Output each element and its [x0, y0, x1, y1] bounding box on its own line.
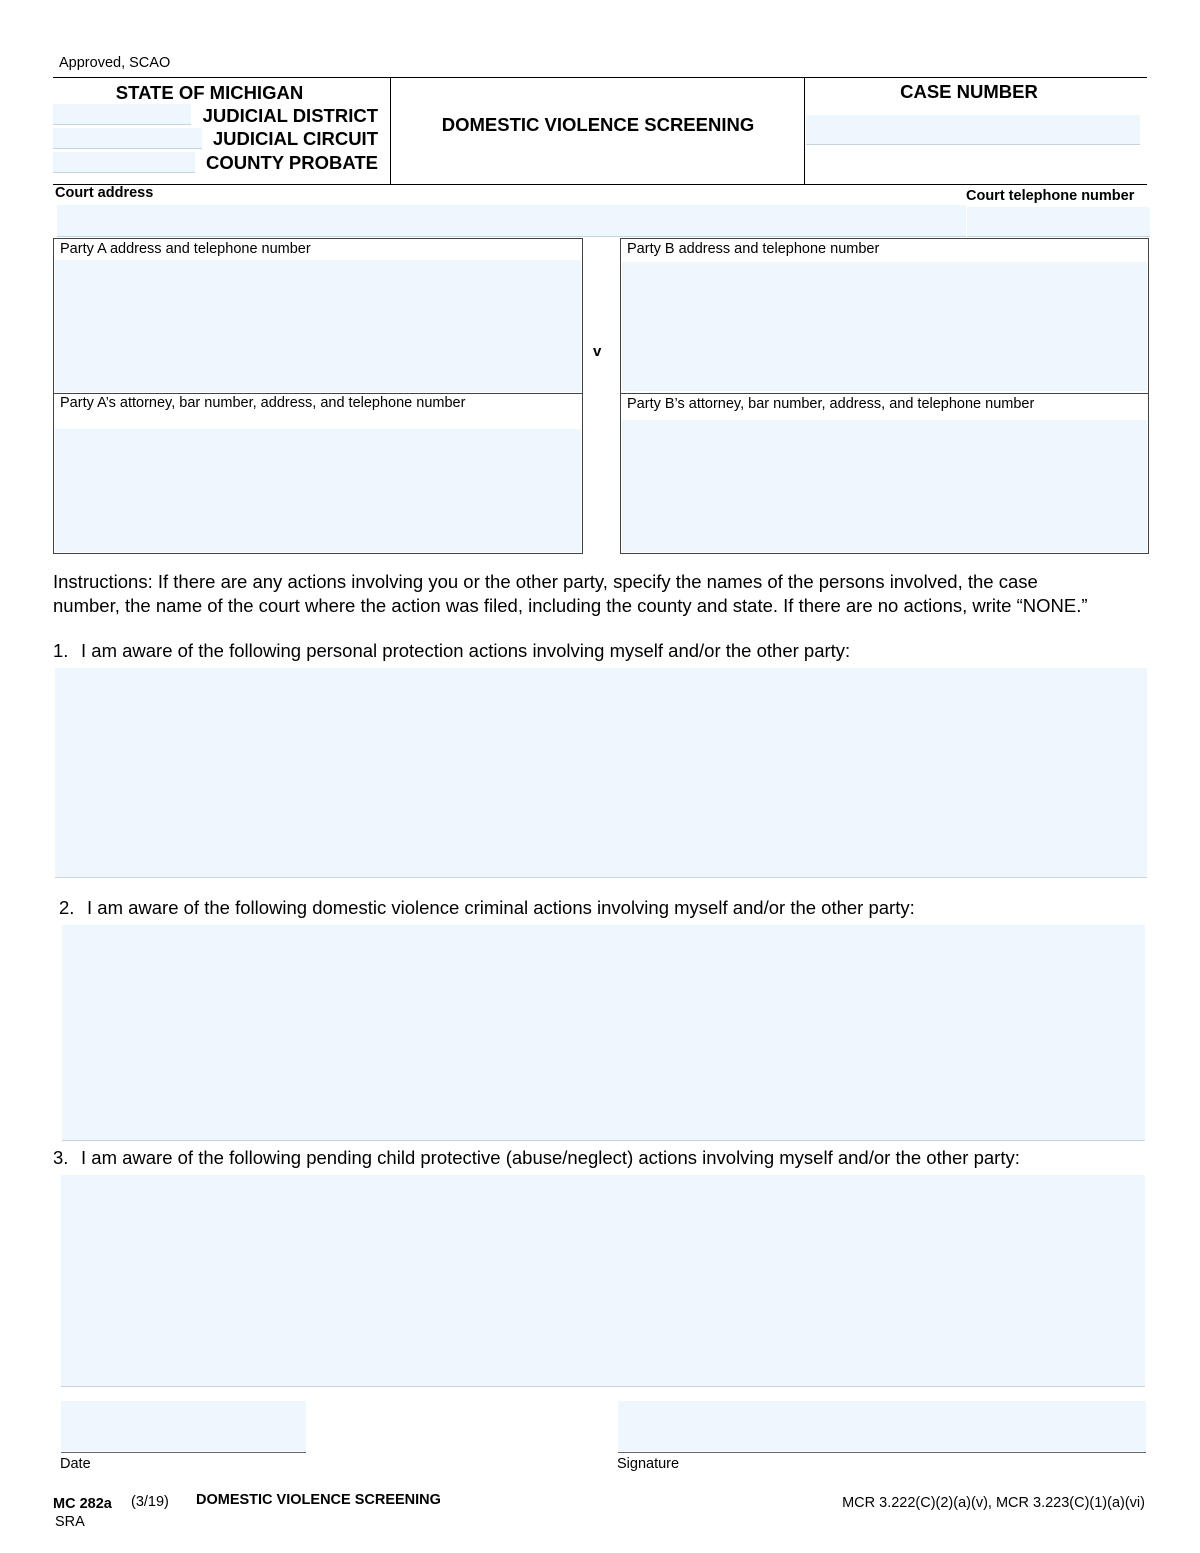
header-divider-right [804, 77, 805, 184]
party-b-divider [620, 393, 1149, 394]
question-1-answer-input[interactable] [55, 668, 1147, 878]
district-input[interactable] [53, 104, 191, 125]
question-3-answer-input[interactable] [61, 1175, 1145, 1387]
question-2 [59, 897, 915, 919]
signature-rule [618, 1452, 1146, 1453]
court-rule-citation: MCR 3.222(C)(2)(a)(v), MCR 3.223(C)(1)(a)(vi) [842, 1495, 1145, 1511]
date-rule [61, 1452, 306, 1453]
form-revision: (3/19) [131, 1494, 169, 1510]
footer-title: DOMESTIC VIOLENCE SCREENING [196, 1492, 441, 1508]
signature-label: Signature [617, 1456, 680, 1472]
district-label: JUDICIAL DISTRICT [202, 105, 378, 126]
party-a-attorney-input[interactable] [55, 429, 581, 552]
instructions-line-2: number, the name of the court where the action was filed, including the county and state. If there are no actions, write “NONE.” [53, 595, 1088, 616]
party-b-attorney-input[interactable] [622, 420, 1147, 552]
question-2-answer-input[interactable] [62, 925, 1145, 1141]
approved-note: Approved, SCAO [59, 55, 171, 71]
question-text: I am aware of the following personal protection actions involving myself and/or the other party: [81, 640, 851, 661]
court-address-input[interactable] [57, 205, 966, 237]
versus-label: v [593, 343, 602, 360]
question-1 [53, 640, 850, 662]
case-number-input[interactable] [806, 115, 1140, 145]
state-heading: STATE OF MICHIGAN [115, 82, 304, 103]
signature-input[interactable] [618, 1401, 1146, 1451]
form-title: DOMESTIC VIOLENCE SCREENING [441, 114, 755, 135]
question-text: I am aware of the following domestic violence criminal actions involving myself and/or the other party: [87, 897, 915, 918]
court-phone-input[interactable] [967, 207, 1150, 237]
party-b-address-label: Party B address and telephone number [627, 241, 880, 257]
probate-input[interactable] [53, 152, 195, 173]
party-b-address-input[interactable] [622, 262, 1147, 391]
probate-label: COUNTY PROBATE [206, 152, 378, 173]
party-b-attorney-label: Party B’s attorney, bar number, address, and telephone number [627, 396, 1035, 412]
question-number: 2. [59, 897, 75, 918]
case-number-label: CASE NUMBER [900, 81, 1038, 102]
footer-sra: SRA [55, 1514, 85, 1530]
instructions-line-1: Instructions: If there are any actions involving you or the other party, specify the names of the persons involved, the case [53, 571, 1038, 592]
header-divider-left [390, 77, 391, 184]
question-3 [53, 1147, 1020, 1169]
party-a-address-input[interactable] [55, 260, 581, 392]
form-code: MC 282a [53, 1496, 112, 1512]
circuit-input[interactable] [53, 128, 202, 149]
party-a-attorney-label: Party A’s attorney, bar number, address, and telephone number [60, 395, 466, 411]
header-top-rule [53, 77, 1147, 78]
circuit-label: JUDICIAL CIRCUIT [212, 128, 378, 149]
header-bottom-rule [53, 184, 1147, 185]
question-text: I am aware of the following pending child protective (abuse/neglect) actions involving myself and/or the other party: [81, 1147, 1020, 1168]
court-address-label: Court address [55, 185, 154, 201]
court-phone-label: Court telephone number [966, 188, 1135, 204]
question-number: 1. [53, 640, 69, 661]
party-a-divider [53, 393, 583, 394]
question-number: 3. [53, 1147, 69, 1168]
party-a-address-label: Party A address and telephone number [60, 241, 311, 257]
date-label: Date [60, 1456, 91, 1472]
date-input[interactable] [61, 1401, 306, 1451]
